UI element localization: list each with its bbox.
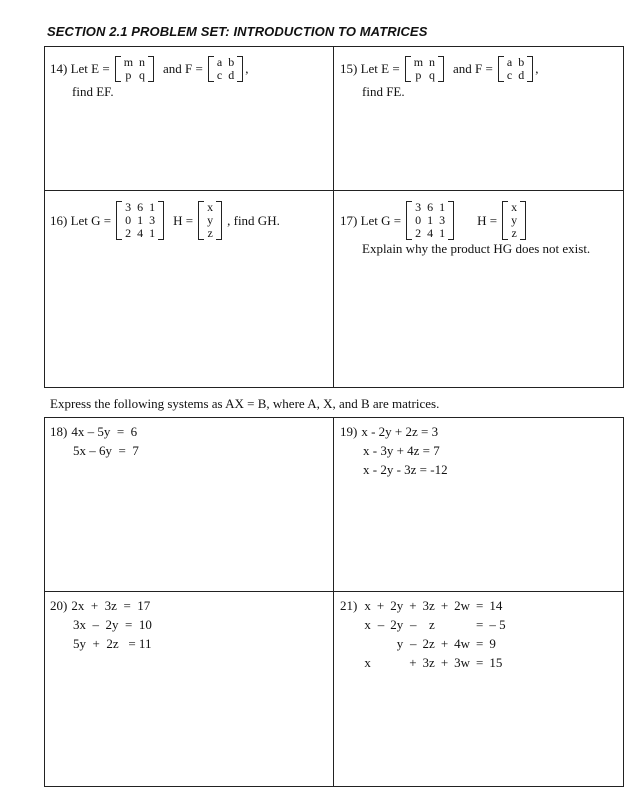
matrix-entry: n [429, 55, 436, 69]
matrix-entry: 1 [149, 200, 156, 214]
equation-term: x [364, 598, 371, 613]
equation-term: 2w [454, 598, 471, 613]
matrix-entry: x [511, 200, 518, 214]
matrix-entry: z [511, 226, 517, 240]
matrix-entry: 4 [427, 226, 434, 240]
equation-term: + [440, 655, 449, 670]
matrix-entry: 1 [137, 213, 144, 227]
problem-21-label: 21) [340, 598, 358, 613]
matrix-entry: q [139, 68, 146, 82]
matrix-entry: 3 [125, 200, 132, 214]
equation-line: x - 2y - 3z = -12 [363, 462, 448, 477]
problem-15-and: and F = [453, 61, 493, 76]
problem-19 [340, 422, 448, 479]
matrix-entry: 1 [427, 213, 434, 227]
equation-term: + [409, 655, 417, 670]
equation-term [374, 653, 387, 672]
matrix-entry: 6 [427, 200, 434, 214]
matrix-E [404, 56, 445, 82]
equation-term [451, 615, 473, 634]
equation-term [361, 634, 374, 653]
problem-16-label: 16) Let G = [50, 212, 112, 228]
divider-vertical [333, 46, 334, 388]
matrix-entry: 1 [149, 226, 156, 240]
matrix-entry: y [511, 213, 518, 227]
matrix-entry: 3 [439, 213, 446, 227]
matrix-entry: 0 [125, 213, 132, 227]
matrix-entry: x [207, 200, 214, 214]
problem-16-h-label: H = [173, 212, 194, 228]
equation-term: 4w [454, 636, 471, 651]
matrix-G [115, 201, 165, 240]
equation-term: 3z [422, 598, 435, 613]
divider-horizontal [44, 591, 624, 592]
equation-term: = [476, 598, 484, 613]
matrix-H [501, 201, 527, 240]
problem-20-label: 20) [50, 598, 68, 613]
equation-line: 4x – 5y = 6 [71, 424, 138, 439]
matrix-entry: c [216, 68, 223, 82]
equation-term: = [476, 655, 484, 670]
page-title: SECTION 2.1 PROBLEM SET: INTRODUCTION TO MATRICES [47, 24, 428, 39]
equation-row [361, 596, 508, 615]
equation-term: 9 [489, 636, 496, 651]
problem-15-label: 15) Let E = [340, 61, 400, 76]
equation-term [374, 634, 387, 653]
problem-18-label: 18) [50, 424, 68, 439]
equation-term: 15 [489, 655, 503, 670]
divider-vertical [333, 417, 334, 787]
equation-term: x [364, 655, 371, 670]
comma: , [245, 61, 249, 76]
problem-19-label: 19) [340, 424, 358, 439]
equation-term: 14 [489, 598, 503, 613]
equation-term: + [376, 598, 385, 613]
problem-18 [50, 422, 141, 460]
equation-term: 3w [454, 655, 471, 670]
problem-14-task: find EF. [72, 84, 114, 99]
equation-line: 5y + 2z = 11 [73, 636, 152, 651]
matrix-entry: 3 [149, 213, 156, 227]
matrix-H [197, 201, 223, 240]
matrix-F [207, 56, 244, 82]
equation-term: – [377, 617, 385, 632]
matrix-entry: 3 [415, 200, 422, 214]
problem-15 [340, 56, 542, 100]
equation-term: – 5 [489, 617, 506, 632]
equation-term [387, 653, 406, 672]
problem-14-label: 14) Let E = [50, 61, 110, 76]
problem-14 [50, 56, 252, 100]
divider-horizontal [44, 190, 624, 191]
equation-term: 2y [390, 617, 404, 632]
matrix-entry: p [125, 68, 132, 82]
equation-term: – [410, 636, 417, 651]
matrix-entry: p [415, 68, 422, 82]
equation-term: x [364, 617, 371, 632]
matrix-entry: d [518, 68, 525, 82]
matrix-entry: 2 [125, 226, 132, 240]
equation-line: 3x – 2y = 10 [73, 617, 152, 632]
problem-15-task: find FE. [362, 84, 405, 99]
matrix-entry: b [228, 55, 235, 69]
matrix-entry: b [518, 55, 525, 69]
equation-row [361, 634, 508, 653]
equation-row [361, 615, 508, 634]
equation-term: = [476, 636, 484, 651]
equation-term: + [440, 636, 449, 651]
equation-line: x - 2y + 2z = 3 [361, 424, 439, 439]
instruction-text: Express the following systems as AX = B, where A, X, and B are matrices. [50, 396, 440, 411]
matrix-entry: z [207, 226, 213, 240]
matrix-entry: a [216, 55, 223, 69]
equation-row [361, 653, 508, 672]
matrix-entry: 1 [439, 226, 446, 240]
equation-line: x - 3y + 4z = 7 [363, 443, 440, 458]
matrix-entry: 4 [137, 226, 144, 240]
matrix-E [114, 56, 155, 82]
equation-term: 3z [422, 655, 435, 670]
matrix-G [405, 201, 455, 240]
matrix-entry: m [123, 55, 134, 69]
problem-14-and: and F = [163, 61, 203, 76]
problem-21 [340, 596, 509, 672]
equation-term: – [410, 617, 417, 632]
matrix-entry: q [429, 68, 436, 82]
equation-term: + [409, 598, 417, 613]
equation-term: + [440, 598, 449, 613]
equation-line: 5x – 6y = 7 [73, 443, 139, 458]
equation-system [361, 596, 508, 672]
problem-17-label: 17) Let G = [340, 212, 402, 228]
matrix-F [497, 56, 534, 82]
comma: , [535, 61, 539, 76]
matrix-entry: 6 [137, 200, 144, 214]
problem-16-task: , find GH. [227, 212, 280, 228]
matrix-entry: c [506, 68, 513, 82]
equation-term: y [396, 636, 404, 651]
equation-term [438, 615, 451, 634]
matrix-entry: y [207, 213, 214, 227]
matrix-entry: m [413, 55, 424, 69]
matrix-entry: n [139, 55, 146, 69]
equation-term: = [476, 617, 484, 632]
matrix-entry: 0 [415, 213, 422, 227]
matrix-entry: a [506, 55, 513, 69]
problem-17 [340, 201, 590, 257]
matrix-entry: 2 [415, 226, 422, 240]
matrix-entry: d [228, 68, 235, 82]
problem-20 [50, 596, 154, 653]
equation-line: 2x + 3z = 17 [71, 598, 151, 613]
problem-16 [50, 201, 284, 240]
equation-term: z [429, 617, 435, 632]
problem-17-h-label: H = [477, 212, 498, 228]
problem-17-task: Explain why the product HG does not exist. [362, 241, 591, 256]
equation-term: 2z [422, 636, 435, 651]
equation-term: 2y [390, 598, 404, 613]
matrix-entry: 1 [439, 200, 446, 214]
